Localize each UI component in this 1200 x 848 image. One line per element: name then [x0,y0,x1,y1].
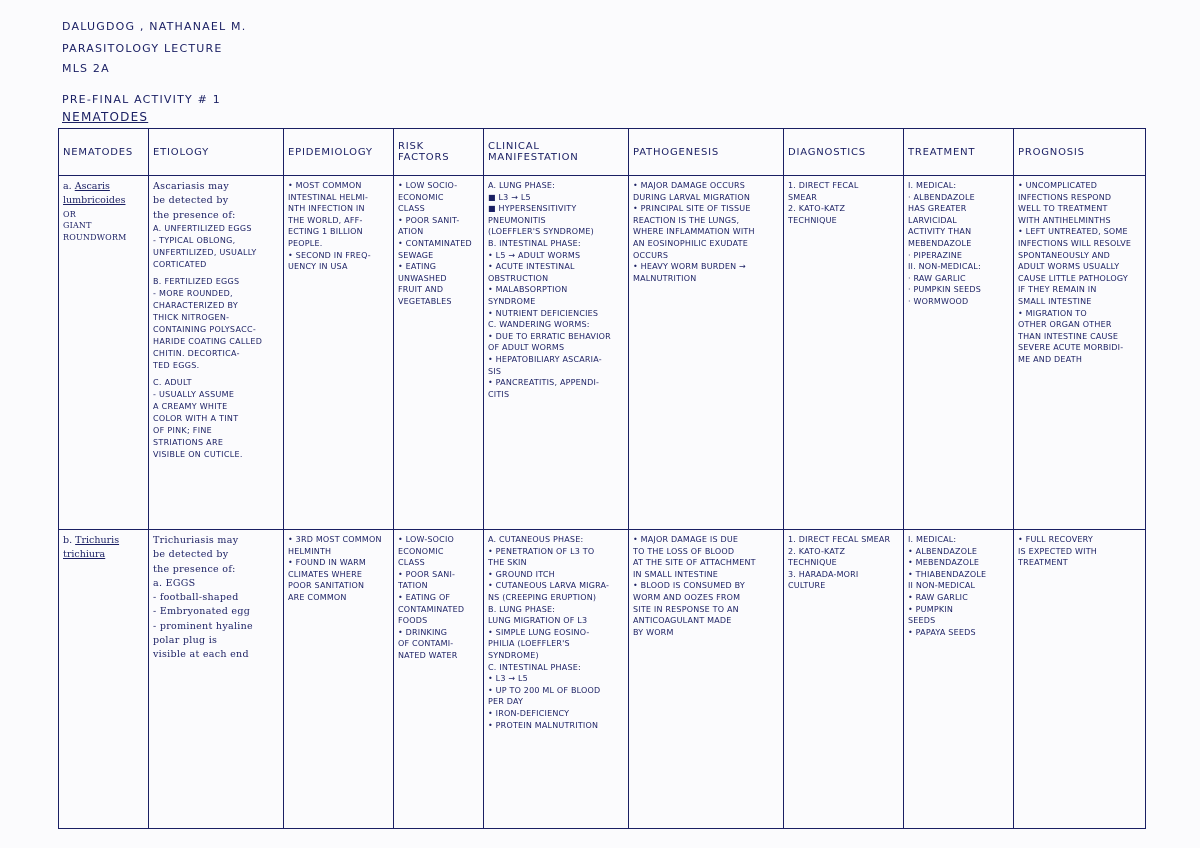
diagnostics-cell [784,176,904,530]
cell-line: CULTURE [788,581,826,591]
nematode-letter: b. [63,535,73,546]
nematode-species: Ascaris lumbricoides [63,181,126,207]
column-header: TREATMENT [904,129,1014,176]
cell-line: PHILIA (LOEFFLER'S [488,639,570,649]
cell-line: be detected by [153,549,229,561]
cell-line: • PROTEIN MALNUTRITION [488,720,599,730]
cell-line: • PAPAYA SEEDS [908,627,976,637]
cell-line: • DRINKING [398,627,448,637]
cell-line: STRIATIONS ARE [153,437,224,447]
cell-line: • L5 → ADULT WORMS [488,250,581,260]
cell-line: • POOR SANI- [398,569,456,579]
cell-line: • MEBENDAZOLE [908,558,980,568]
cell-line: CHITIN. DECORTICA- [153,348,240,358]
cell-line: WORM AND OOZES FROM [633,592,741,602]
cell-line: 2. KATO-KATZ [788,204,846,214]
epidemiology-cell [284,530,394,829]
cell-line: I. MEDICAL: [908,535,957,544]
cell-line: THE WORLD, AFF- [288,215,363,225]
prognosis-cell [1014,176,1146,530]
cell-line: · ALBENDAZOLE [908,192,975,202]
cell-line: REACTION IS THE LUNGS, [633,215,740,225]
cell-line: • POOR SANIT- [398,215,460,225]
cell-line: MALNUTRITION [633,273,697,283]
cell-line: UNFERTILIZED, USUALLY [153,247,257,257]
cell-line: - prominent hyaline [153,620,253,632]
cell-line: TO THE LOSS OF BLOOD [633,546,735,556]
cell-line: SYNDROME [488,296,536,306]
cell-line: OCCURS [633,250,669,260]
cell-line: B. LUNG PHASE: [488,604,556,614]
cell-line: CITIS [488,389,510,399]
etiology-cell [149,176,284,530]
cell-line: THE SKIN [488,558,527,568]
treatment-cell [904,530,1014,829]
cell-line: OBSTRUCTION [488,273,549,283]
cell-line: HELMINTH [288,546,332,556]
cell-line: BY WORM [633,627,674,637]
cell-line: • DUE TO ERRATIC BEHAVIOR [488,331,611,341]
cell-line: WHERE INFLAMMATION WITH [633,227,755,237]
cell-line: · WORMWOOD [908,296,969,306]
table-row [59,176,1146,530]
cell-line: NS (CREEPING ERUPTION) [488,592,597,602]
risk-factors-cell [394,176,484,530]
cell-line: polar plug is [153,634,218,646]
treatment-cell [904,176,1014,530]
cell-line: B. INTESTINAL PHASE: [488,238,581,248]
cell-line: • PRINCIPAL SITE OF TISSUE [633,204,751,214]
cell-line: AT THE SITE OF ATTACHMENT [633,558,756,568]
cell-line: UNWASHED [398,273,447,283]
cell-line: TREATMENT [1018,558,1068,568]
cell-line: II NON-MEDICAL [908,581,976,591]
cell-line: CHARACTERIZED BY [153,300,239,310]
cell-line: SIS [488,366,502,376]
cell-line: VEGETABLES [398,296,452,306]
cell-line: - Embryonated egg [153,606,251,618]
cell-line: • ALBENDAZOLE [908,546,978,556]
cell-line: • BLOOD IS CONSUMED BY [633,581,745,591]
cell-line: • IRON-DEFICIENCY [488,708,570,718]
cell-line: • MOST COMMON [288,181,362,190]
cell-line: WITH ANTIHELMINTHS [1018,215,1111,225]
cell-line: INFECTIONS WILL RESOLVE [1018,238,1132,248]
cell-line: • LOW SOCIO- [398,181,458,190]
cell-line: a. EGGS [153,577,196,589]
cell-line: - TYPICAL OBLONG, [153,235,236,245]
cell-line: SMALL INTESTINE [1018,296,1092,306]
activity-title: PRE-FINAL ACTIVITY # 1 [62,93,221,106]
cell-line: TECHNIQUE [788,215,837,225]
cell-line: CLASS [398,558,425,568]
cell-line: SMEAR [788,192,818,202]
cell-line: ADULT WORMS USUALLY [1018,262,1120,272]
column-header: PROGNOSIS [1014,129,1146,176]
cell-line: - USUALLY ASSUME [153,389,235,399]
cell-line: ECONOMIC [398,192,444,202]
cell-line: PER DAY [488,697,524,707]
cell-line: • 3RD MOST COMMON [288,535,382,544]
cell-line: 1. DIRECT FECAL [788,181,859,190]
cell-line: LARVICIDAL [908,215,957,225]
cell-line: A. LUNG PHASE: [488,181,555,190]
cell-line: • FULL RECOVERY [1018,535,1093,544]
cell-line: • NUTRIENT DEFICIENCIES [488,308,599,318]
cell-line: ANTICOAGULANT MADE [633,616,732,626]
column-header: PATHOGENESIS [629,129,784,176]
cell-line: Trichuriasis may [153,535,239,546]
cell-line: THAN INTESTINE CAUSE [1018,331,1119,341]
cell-line: • MAJOR DAMAGE IS DUE [633,535,739,544]
cell-line: 2. KATO-KATZ [788,546,846,556]
cell-line: II. NON-MEDICAL: [908,262,981,272]
nematode-cell [59,176,149,530]
cell-line: THICK NITROGEN- [153,312,230,322]
cell-line: HARIDE COATING CALLED [153,336,263,346]
cell-line: • HEPATOBILIARY ASCARIA- [488,354,602,364]
cell-line: • FOUND IN WARM [288,558,366,568]
pathogenesis-cell [629,530,784,829]
column-header: NEMATODES [59,129,149,176]
cell-line: be detected by [153,195,229,207]
column-header: DIAGNOSTICS [784,129,904,176]
cell-line: • EATING [398,262,437,272]
cell-line: • SIMPLE LUNG EOSINO- [488,627,590,637]
course-title: PARASITOLOGY LECTURE [62,42,223,55]
cell-line: CAUSE LITTLE PATHOLOGY [1018,273,1129,283]
cell-line: SYNDROME) [488,650,539,660]
column-header: ETIOLOGY [149,129,284,176]
cell-line: ■ HYPERSENSITIVITY [488,204,577,214]
cell-line: IS EXPECTED WITH [1018,546,1097,556]
section-label: MLS 2A [62,62,110,75]
clinical-manifestation-cell [484,176,629,530]
cell-line: CLASS [398,204,425,214]
cell-line: OR [63,209,76,219]
cell-line: LUNG MIGRATION OF L3 [488,616,588,626]
cell-line: • CONTAMINATED [398,238,472,248]
cell-line: ECTING 1 BILLION [288,227,363,237]
cell-line: • PENETRATION OF L3 TO [488,546,595,556]
cell-line: • THIABENDAZOLE [908,569,987,579]
cell-line: • SECOND IN FREQ- [288,250,371,260]
cell-line: C. ADULT [153,377,192,387]
column-header: EPIDEMIOLOGY [284,129,394,176]
cell-line: OF ADULT WORMS [488,343,565,353]
cell-line: (LOEFFLER'S SYNDROME) [488,227,594,237]
cell-line: A CREAMY WHITE [153,401,228,411]
cell-line: ■ L3 → L5 [488,192,531,202]
nematodes-table [58,128,1146,829]
cell-line: INFECTIONS RESPOND [1018,192,1112,202]
cell-line: MEBENDAZOLE [908,238,972,248]
cell-line: ME AND DEATH [1018,354,1083,364]
cell-line: C. WANDERING WORMS: [488,320,590,330]
cell-line: • UNCOMPLICATED [1018,181,1098,190]
cell-line: · RAW GARLIC [908,273,966,283]
cell-line: IF THEY REMAIN IN [1018,285,1097,295]
cell-line: HAS GREATER [908,204,967,214]
cell-line: ROUNDWORM [63,232,127,242]
cell-line: • UP TO 200 ML OF BLOOD [488,685,601,695]
cell-line: • HEAVY WORM BURDEN → [633,262,746,272]
nematode-species: Trichuris trichiura [63,535,120,561]
cell-line: IN SMALL INTESTINE [633,569,719,579]
cell-line: the presence of: [153,209,236,221]
etiology-cell [149,530,284,829]
cell-line: OTHER ORGAN OTHER [1018,320,1112,330]
table-header-row [59,129,1146,176]
risk-factors-cell [394,530,484,829]
cell-line: WELL TO TREATMENT [1018,204,1108,214]
cell-line: A. UNFERTILIZED EGGS [153,223,252,233]
cell-line: INTESTINAL HELMI- [288,192,369,202]
pathogenesis-cell [629,176,784,530]
cell-line: AN EOSINOPHILIC EXUDATE [633,238,749,248]
cell-line: PNEUMONITIS [488,215,546,225]
epidemiology-cell [284,176,394,530]
cell-line: FOODS [398,616,428,626]
cell-line: OF PINK; FINE [153,425,212,435]
cell-line: ARE COMMON [288,592,347,602]
cell-line: UENCY IN USA [288,262,348,272]
cell-line: • MALABSORPTION [488,285,568,295]
cell-line: SEVERE ACUTE MORBIDI- [1018,343,1124,353]
cell-line: A. CUTANEOUS PHASE: [488,535,584,544]
cell-line: TATION [398,581,428,591]
cell-line: I. MEDICAL: [908,181,957,190]
cell-line: CONTAINING POLYSACC- [153,324,257,334]
clinical-manifestation-cell [484,530,629,829]
cell-line: 1. DIRECT FECAL SMEAR [788,535,891,544]
cell-line: DURING LARVAL MIGRATION [633,192,751,202]
cell-line: TECHNIQUE [788,558,837,568]
cell-line: TED EGGS. [153,360,200,370]
cell-line: - football-shaped [153,592,239,603]
student-name: DALUGDOG , NATHANAEL M. [62,20,247,33]
cell-line: Ascariasis may [153,181,230,192]
cell-line: • PANCREATITIS, APPENDI- [488,378,600,388]
cell-line: • GROUND ITCH [488,569,555,579]
cell-line: • RAW GARLIC [908,592,969,602]
cell-line: NATED WATER [398,650,458,660]
nematode-alias [63,209,144,244]
table-row [59,530,1146,829]
cell-line: COLOR WITH A TINT [153,413,239,423]
cell-line: 3. HARADA-MORI [788,569,859,579]
cell-line: ECONOMIC [398,546,444,556]
cell-line: • ACUTE INTESTINAL [488,262,575,272]
cell-line: NTH INFECTION IN [288,204,365,214]
cell-line: • MIGRATION TO [1018,308,1087,318]
cell-line: SEEDS [908,616,936,626]
cell-line: OF CONTAMI- [398,639,454,649]
cell-line: • EATING OF [398,592,451,602]
nematode-cell [59,530,149,829]
cell-line: ACTIVITY THAN [908,227,972,237]
prognosis-cell [1014,530,1146,829]
nematode-letter: a. [63,181,72,192]
cell-line: SPONTANEOUSLY AND [1018,250,1111,260]
cell-line: PEOPLE. [288,238,323,248]
diagnostics-cell [784,530,904,829]
cell-line: CONTAMINATED [398,604,465,614]
cell-line: C. INTESTINAL PHASE: [488,662,581,672]
column-header: CLINICAL MANIFESTATION [484,129,629,176]
cell-line: CLIMATES WHERE [288,569,363,579]
cell-line: FRUIT AND [398,285,444,295]
cell-line: VISIBLE ON CUTICLE. [153,449,243,459]
cell-line: ATION [398,227,424,237]
cell-line: SEWAGE [398,250,434,260]
cell-line: SITE IN RESPONSE TO AN [633,604,739,614]
cell-line: GIANT [63,221,92,231]
cell-line: - MORE ROUNDED, [153,288,233,298]
cell-line: • LOW-SOCIO [398,535,455,544]
cell-line: CORTICATED [153,259,207,269]
cell-line: • MAJOR DAMAGE OCCURS [633,181,746,190]
cell-line: · PUMPKIN SEEDS [908,285,982,295]
cell-line: POOR SANITATION [288,581,365,591]
cell-line: • L3 → L5 [488,674,528,684]
cell-line: visible at each end [153,649,249,660]
cell-line: • CUTANEOUS LARVA MIGRA- [488,581,610,591]
cell-line: • PUMPKIN [908,604,954,614]
topic-title: NEMATODES [62,110,149,124]
cell-line: the presence of: [153,563,236,575]
cell-line: · PIPERAZINE [908,250,963,260]
cell-line: • LEFT UNTREATED, SOME [1018,227,1128,237]
column-header: RISK FACTORS [394,129,484,176]
cell-line: B. FERTILIZED EGGS [153,276,240,286]
